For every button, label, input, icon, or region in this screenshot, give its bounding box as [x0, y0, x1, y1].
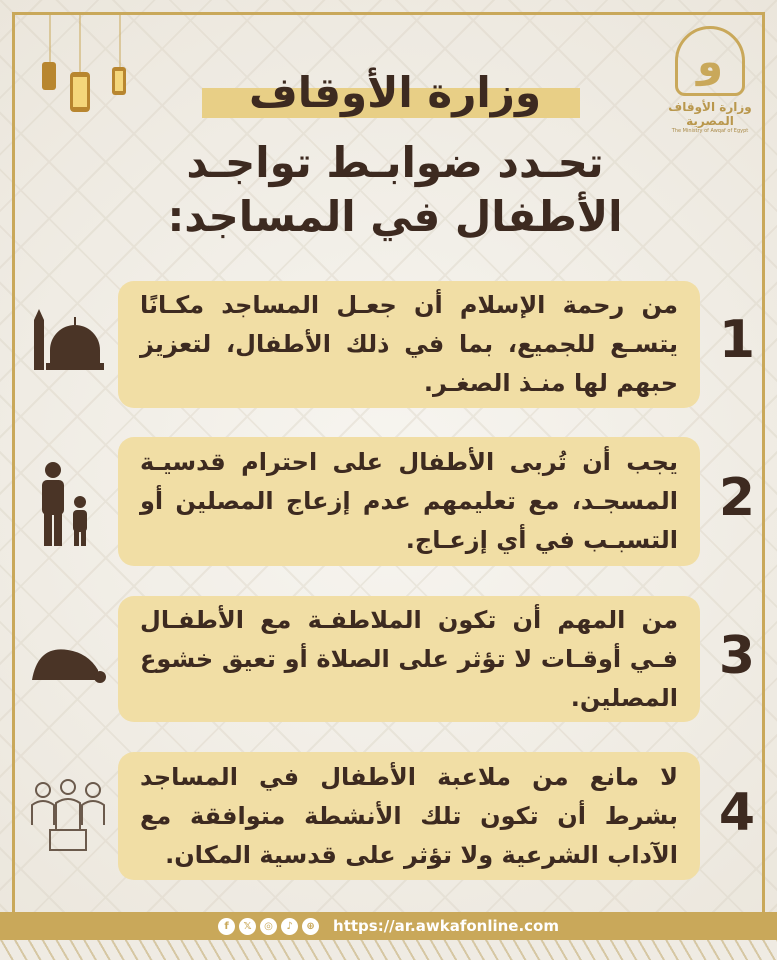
- rule-card-4: [118, 752, 700, 880]
- title-line-2: تحـدد ضوابـط تواجـد: [186, 138, 604, 187]
- instagram-icon[interactable]: ◎: [260, 918, 277, 935]
- footer-bar: [0, 912, 777, 940]
- group-icon: [28, 775, 108, 855]
- rule-card-2: [118, 437, 700, 566]
- rule-text: من المهم أن تكون الملاطفـة مع الأطفـال فـي أوقـات لا تؤثر على الصلاة أو تعيق خشوع المصلين.: [140, 605, 678, 712]
- rule-text: يجب أن تُربى الأطفال على احترام قدسيـة المسجـد، مع تعليمهم عدم إزعاج المصلين أو التسبـب في أي إزعـاج.: [140, 448, 678, 554]
- mosque-icon: [28, 305, 108, 375]
- title-line-3: الأطفال في المساجد:: [167, 192, 623, 241]
- rule-number-3: 3: [718, 626, 756, 686]
- prostrating-icon: [28, 625, 108, 695]
- rule-text: من رحمة الإسلام أن جعـل المساجد مكـانًا يتسـع للجميع، بما في ذلك الأطفال، لتعزيز حبهم لها منـذ الصغـر.: [140, 291, 678, 397]
- logo-emblem: و: [675, 26, 745, 96]
- tiktok-icon[interactable]: ♪: [281, 918, 298, 935]
- rule-number-4: 4: [718, 783, 756, 843]
- title-text-1: وزارة الأوقاف: [248, 68, 542, 117]
- ministry-logo: [662, 26, 758, 136]
- logo-arabic: وزارة الأوقاف المصرية: [668, 100, 752, 128]
- parent-child-icon: [28, 460, 108, 550]
- x-twitter-icon[interactable]: 𝕏: [239, 918, 256, 935]
- title-line-1: [150, 68, 640, 117]
- crescent-lantern-icon: [25, 12, 135, 167]
- bottom-pattern: [0, 940, 777, 960]
- rule-card-3: [118, 596, 700, 722]
- facebook-icon[interactable]: f: [218, 918, 235, 935]
- rule-number-1: 1: [718, 310, 756, 370]
- rule-card-1: [118, 281, 700, 408]
- rule-text: لا مانع من ملاعبة الأطفال في المساجد بشرط أن تكون تلك الأنشطة متوافقة مع الآداب الشرعية ولا تؤثر على قدسية المكان.: [140, 762, 678, 869]
- globe-icon[interactable]: ⊕: [302, 918, 319, 935]
- rule-number-2: 2: [718, 468, 756, 528]
- logo-english: The Ministry of Awqaf of Egypt: [671, 128, 749, 134]
- website-link[interactable]: https://ar.awkafonline.com: [333, 917, 559, 935]
